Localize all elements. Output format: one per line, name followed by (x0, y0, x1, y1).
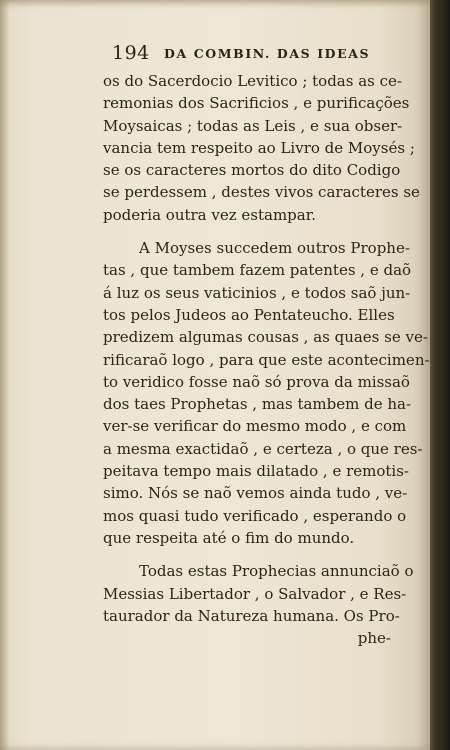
paragraph-gap (103, 226, 391, 237)
book-spine (428, 0, 450, 750)
text-line: Todas estas Prophecias annunciaõ o (139, 562, 414, 581)
running-title: DA COMBIN. DAS IDEAS (164, 46, 371, 61)
text-line: que respeita até o fim do mundo. (103, 528, 355, 547)
paragraph-3 (103, 560, 414, 627)
text-line: remonias dos Sacrificios , e purificações (103, 94, 410, 113)
paragraph-2 (103, 237, 430, 549)
paragraph-gap (103, 549, 391, 560)
text-line: Messias Libertador , o Salvador , e Res- (103, 584, 407, 603)
text-line: to veridico fosse naõ só prova da missaõ (103, 372, 410, 391)
text-line: se os caracteres mortos do dito Codigo (103, 161, 401, 180)
text-line: ver-se verificar do mesmo modo , e com (103, 417, 407, 436)
text-line: os do Sacerdocio Levitico ; todas as ce- (103, 72, 402, 90)
text-line: taurador da Natureza humana. Os Pro- (103, 606, 400, 625)
text-line: tas , que tambem fazem patentes , e daõ (103, 261, 412, 280)
text-line: se perdessem , destes vivos caracteres se (103, 183, 420, 202)
text-line: A Moyses succedem outros Prophe- (139, 239, 410, 258)
paragraph-1 (103, 70, 420, 226)
text-line: rificaraõ logo , para que este acontecimen- (103, 350, 430, 369)
page-gutter-shadow (0, 0, 10, 750)
page-number: 194 (112, 42, 150, 64)
text-line: poderia outra vez estampar. (103, 205, 317, 224)
text-line: simo. Nós se naõ vemos ainda tudo , ve- (103, 484, 408, 503)
text-line: dos taes Prophetas , mas tambem de ha- (103, 395, 412, 414)
text-line: predizem algumas cousas , as quaes se ve- (103, 328, 428, 347)
page-header (112, 42, 372, 66)
text-line: vancia tem respeito ao Livro de Moysés ; (103, 138, 415, 157)
text-line: á luz os seus vaticinios , e todos saõ jun- (103, 283, 411, 302)
text-line: a mesma exactidaõ , e certeza , o que res- (103, 439, 423, 458)
text-line: mos quasi tudo verificado , esperando o (103, 506, 407, 525)
text-line: tos pelos Judeos ao Pentateucho. Elles (103, 305, 395, 324)
page-body (103, 70, 430, 649)
page-top-edge (0, 0, 430, 8)
text-line: peitava tempo mais dilatado , e remotis- (103, 462, 409, 481)
text-line: Moysaicas ; todas as Leis , e sua obser- (103, 116, 403, 135)
catchword: phe- (357, 629, 391, 648)
